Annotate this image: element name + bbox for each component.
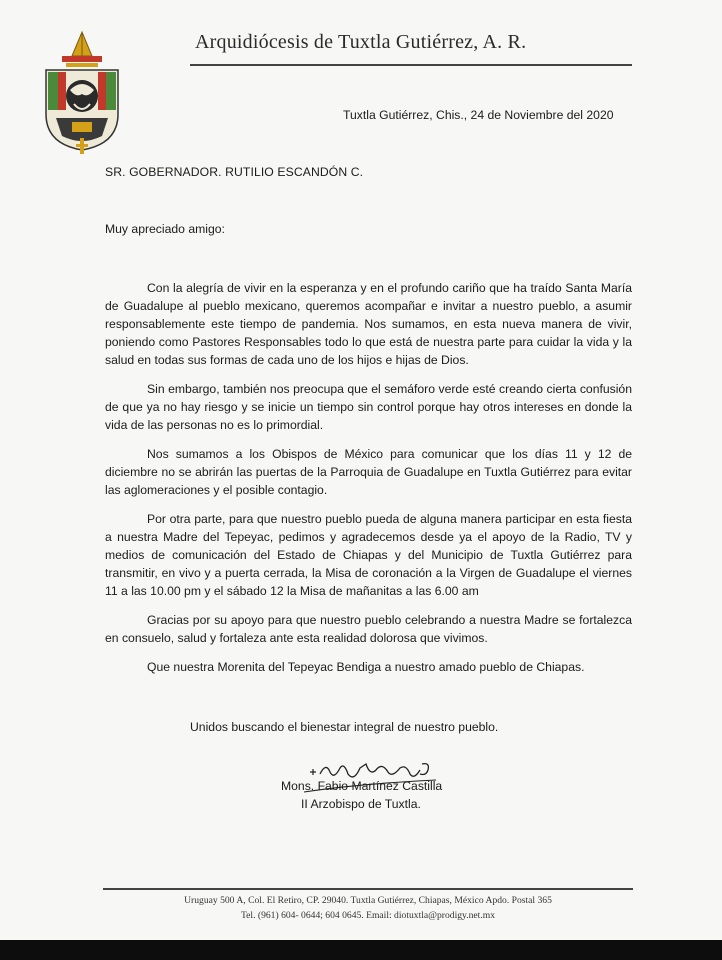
signer-name: Mons. Fabio Martínez Castilla [281, 779, 443, 793]
letter-date: Tuxtla Gutiérrez, Chis., 24 de Noviembre del 2020 [343, 108, 614, 122]
signer-title: II Arzobispo de Tuxtla. [301, 797, 421, 811]
footer-contact: Tel. (961) 604- 0644; 604 0645. Email: diotuxtla@prodigy.net.mx [240, 910, 495, 921]
archdiocese-coat-of-arms-icon [36, 26, 128, 156]
body-paragraph: Gracias por su apoyo para que nuestro pueblo celebrando a nuestra Madre se fortalezca en consuelo, salud y fortaleza ante esta realidad dolorosa que vivimos. [105, 613, 632, 645]
letter-salutation: Muy apreciado amigo: [105, 222, 225, 236]
body-paragraph: Nos sumamos a los Obispos de México para comunicar que los días 11 y 12 de diciembre no se abrirán las puertas de la Parroquia de Guadalupe en Tuxtla Gutiérrez para evitar las aglomeraciones y el posible contagio. [105, 447, 632, 497]
body-paragraph: Sin embargo, también nos preocupa que el semáforo verde esté creando cierta confusión de que ya no hay riesgo y se inicie un tiempo sin control porque hay otros intereses en donde la vida de las personas no es lo primordial. [105, 382, 632, 432]
body-paragraph: Que nuestra Morenita del Tepeyac Bendiga a nuestro amado pueblo de Chiapas. [147, 660, 585, 674]
organization-title: Arquidiócesis de Tuxtla Gutiérrez, A. R. [195, 31, 527, 53]
footer-address: Uruguay 500 A, Col. El Retiro, CP. 29040. Tuxtla Gutiérrez, Chiapas, México Apdo. Postal 365 [184, 895, 552, 906]
letter-closing: Unidos buscando el bienestar integral de nuestro pueblo. [190, 720, 499, 734]
bottom-black-bar [0, 940, 722, 960]
body-paragraph: Por otra parte, para que nuestro pueblo pueda de alguna manera participar en esta fiesta a nuestra Madre del Tepeyac, pedimos y agradecemos desde ya el apoyo de la Radio, TV y medios de comunicación del Estado de Chiapas y del Municipio de Tuxtla Gutiérrez para transmitir, en vivo y a puerta cerrada, la Misa de coronación a la Virgen de Guadalupe el viernes 11 a las 10.00 pm y el sábado 12 la Misa de mañanitas a las 6.00 am [105, 512, 632, 598]
header-divider [190, 64, 632, 66]
footer-divider [103, 888, 633, 890]
body-paragraph: Con la alegría de vivir en la esperanza y en el profundo cariño que ha traído Santa María de Guadalupe al pueblo mexicano, queremos acompañar e invitar a nuestro pueblo, a asumir responsablemente este tiempo de pandemia. Nos sumamos, en esta nueva manera de vivir, poniendo como Pastores Responsables todo lo que está de nuestra parte para cuidar la vida y la salud en todas sus formas de cada uno de los hijos e hijas de Dios. [105, 281, 632, 367]
letter-recipient: SR. GOBERNADOR. RUTILIO ESCANDÓN C. [105, 165, 364, 179]
letter-body [105, 279, 632, 687]
